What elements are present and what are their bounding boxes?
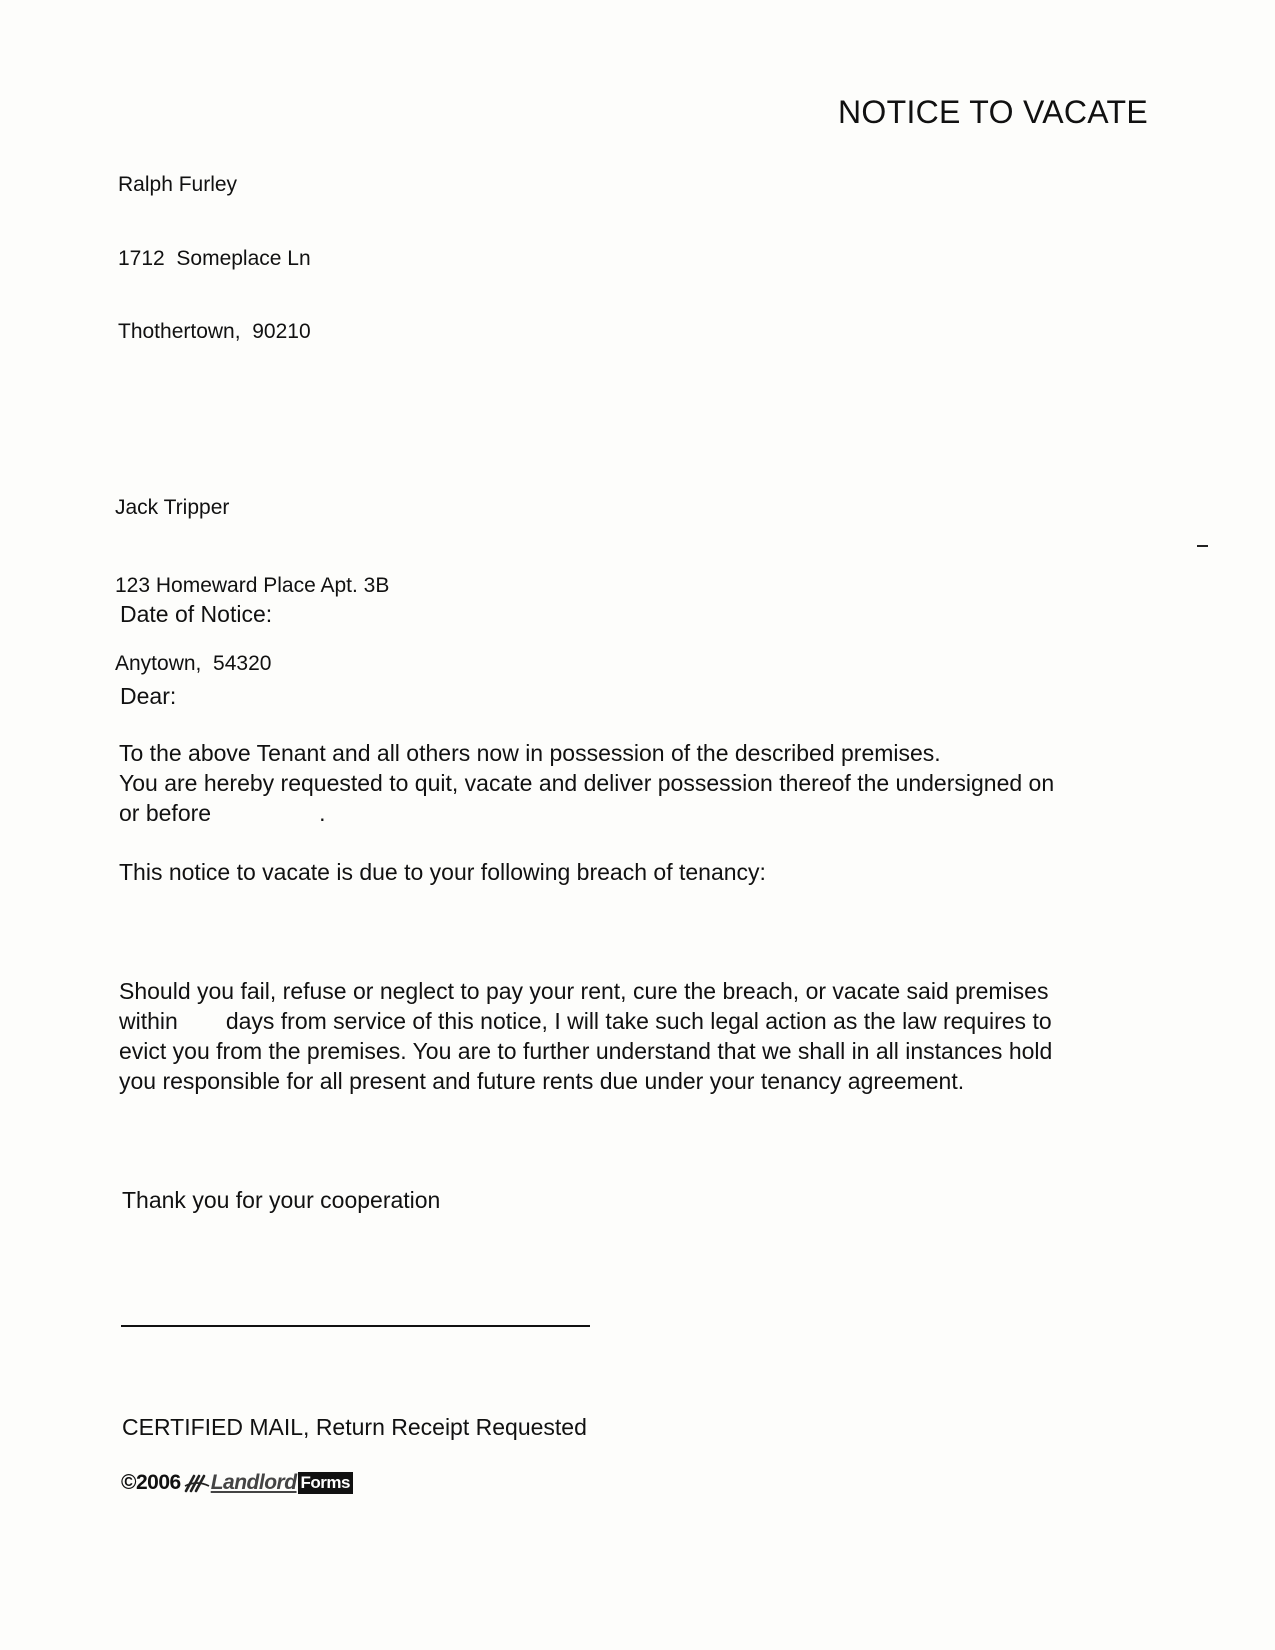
brand-landlord: Landlord [210,1471,297,1494]
document-title: NOTICE TO VACATE [838,94,1149,130]
paragraph-possession [119,738,1054,828]
sender-address [118,124,311,369]
paragraph-legal-line: you responsible for all present and future rents due under your tenancy agreement. [119,1068,965,1094]
recipient-street: 123 Homeward Place Apt. 3B [115,574,390,597]
days-text: days from service of this notice, I will take such legal action as the law requires to [225,1008,1052,1034]
paragraph-legal-line: Should you fail, refuse or neglect to pay your rent, cure the breach, or vacate said premises [119,978,1049,1004]
breach-line: This notice to vacate is due to your following breach of tenancy: [119,859,766,885]
recipient-city: Anytown, 54320 [115,652,272,675]
recipient-name: Jack Tripper [115,496,230,519]
date-of-notice-label: Date of Notice: [120,601,273,627]
signature-line [121,1325,590,1327]
sender-city: Thothertown, 90210 [118,320,311,343]
closing: Thank you for your cooperation [122,1187,441,1213]
paragraph-possession-line: To the above Tenant and all others now in possession of the described premises. [119,740,941,766]
paragraph-legal-line: evict you from the premises. You are to further understand that we shall in all instances hold [119,1038,1053,1064]
margin-mark [1197,545,1208,547]
paragraph-possession-line: You are hereby requested to quit, vacate and deliver possession thereof the undersigned on [119,770,1055,796]
copyright-text: ©2006 [121,1471,181,1494]
recipient-address [115,443,389,703]
paragraph-possession-line [119,798,1054,828]
paragraph-legal-line [119,1006,1052,1036]
paragraph-legal-action [119,976,1052,1096]
within-text: within [119,1008,178,1034]
brand-forms: Forms [298,1472,353,1494]
footer-brand [121,1470,353,1496]
landlord-logo-icon [184,1473,210,1493]
period-text: . [319,800,326,826]
sender-street: 1712 Someplace Ln [118,246,311,270]
certified-mail-note: CERTIFIED MAIL, Return Receipt Requested [122,1414,587,1440]
sender-name: Ralph Furley [118,173,238,196]
or-before-text: or before [119,800,212,826]
salutation: Dear: [120,683,177,709]
